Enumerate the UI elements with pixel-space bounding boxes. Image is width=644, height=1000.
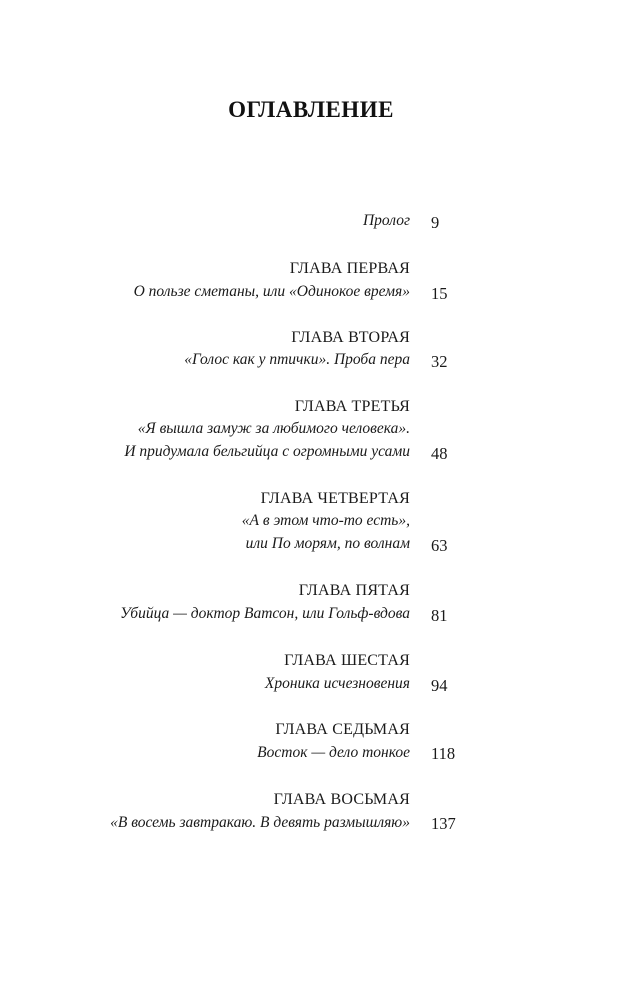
toc-chapter-heading: ГЛАВА ЧЕТВЕРТАЯ <box>260 490 410 507</box>
toc-chapter-page: 15 <box>431 284 448 303</box>
toc-chapter-heading: ГЛАВА ПЯТАЯ <box>298 582 410 599</box>
toc-chapter-page: 48 <box>431 444 448 463</box>
toc-chapter-title: «Голос как у птички». Проба пера <box>184 351 410 368</box>
toc-chapter-heading: ГЛАВА ПЕРВАЯ <box>289 260 410 277</box>
toc-prologue-page: 9 <box>431 213 440 232</box>
toc-prologue-label: Пролог <box>362 212 410 229</box>
toc-chapter-page: 81 <box>431 606 448 625</box>
toc-chapter-page: 118 <box>431 744 456 763</box>
toc-chapter-title: «Я вышла замуж за любимого человека». <box>137 420 410 437</box>
toc-chapter-heading: ГЛАВА ВОСЬМАЯ <box>273 791 410 808</box>
toc-chapter-title: Хроника исчезновения <box>264 675 410 692</box>
toc-chapter-title: «А в этом что-то есть», <box>241 512 410 529</box>
toc-chapter-title: Убийца — доктор Ватсон, или Гольф-вдова <box>120 605 410 622</box>
toc-chapter-page: 137 <box>431 814 456 833</box>
toc-chapter-page: 32 <box>431 352 448 371</box>
toc-chapter-heading: ГЛАВА СЕДЬМАЯ <box>275 721 410 738</box>
toc-chapter-heading: ГЛАВА ШЕСТАЯ <box>284 652 410 669</box>
toc-chapter-heading: ГЛАВА ТРЕТЬЯ <box>294 398 410 415</box>
toc-chapter-title: И придумала бельгийца с огромными усами <box>124 443 410 460</box>
toc-chapter-title: Восток — дело тонкое <box>257 744 410 761</box>
toc-chapter-title: О пользе сметаны, или «Одинокое время» <box>133 283 410 300</box>
toc-chapter-page: 94 <box>431 676 448 695</box>
toc-chapter-title: «В восемь завтракаю. В девять размышляю» <box>110 814 410 831</box>
toc-chapter-title: или По морям, по волнам <box>245 535 410 552</box>
toc-chapter-page: 63 <box>431 536 448 555</box>
toc-chapter-heading: ГЛАВА ВТОРАЯ <box>291 329 410 346</box>
page-title: ОГЛАВЛЕНИЕ <box>228 97 394 122</box>
